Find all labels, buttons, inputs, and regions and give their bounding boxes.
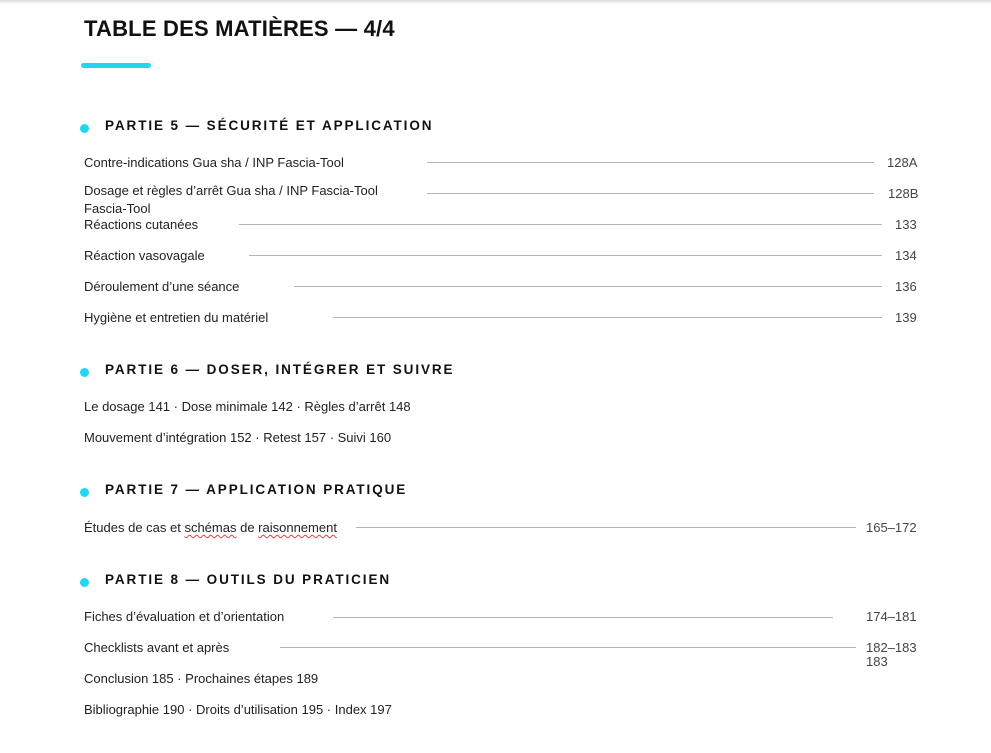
toc-entry-label: Dosage et règles d’arrêt Gua sha / INP Fascia-Tool — [84, 183, 378, 198]
toc-entry-label-part: Études de cas et — [84, 520, 185, 535]
bullet-dot-icon — [80, 488, 89, 497]
toc-inline-line: Le dosage 141 · Dose minimale 142 · Règles d’arrêt 148 — [84, 399, 411, 414]
toc-page-number: 136 — [895, 279, 917, 294]
toc-entry — [84, 609, 284, 627]
toc-entry-label-part: de — [236, 520, 259, 535]
page-title: TABLE DES MATIÈRES — 4/4 — [84, 16, 395, 41]
dot-leader — [333, 317, 882, 318]
dot-leader — [249, 255, 882, 256]
toc-entry-wrapped-text: Fascia-Tool — [84, 201, 151, 216]
bullet-dot-icon — [80, 368, 89, 377]
toc-entry — [84, 248, 205, 266]
dot-leader — [333, 617, 833, 618]
bullet-dot-icon — [80, 578, 89, 587]
toc-page-number-overflow: 183 — [866, 654, 888, 669]
toc-entry-label: Fiches d’évaluation et d’orientation — [84, 609, 285, 624]
toc-inline-line: Bibliographie 190 · Droits d’utilisation 195 · Index 197 — [84, 702, 392, 717]
toc-page-number: 182–183 — [866, 640, 917, 655]
top-shadow — [0, 0, 991, 4]
toc-entry-label: Contre-indications Gua sha / INP Fascia-Tool — [84, 155, 344, 170]
toc-page-number: 128A — [887, 155, 918, 170]
toc-inline-line: Mouvement d’intégration 152 · Retest 157 · Suivi 160 — [84, 430, 392, 445]
toc-entry-label: Déroulement d’une séance — [84, 279, 240, 294]
toc-entry-label: Réaction vasovagale — [84, 248, 205, 263]
title-accent-bar — [81, 63, 151, 68]
toc-page-number: 139 — [895, 310, 917, 325]
section-title: PARTIE 8 — OUTILS DU PRATICIEN — [105, 572, 392, 587]
toc-entry — [84, 520, 337, 538]
toc-page-number: 134 — [895, 248, 917, 263]
toc-entry — [84, 217, 198, 235]
section-title: PARTIE 7 — APPLICATION PRATIQUE — [105, 482, 408, 497]
dot-leader — [427, 162, 874, 163]
toc-page-number: 128B — [888, 186, 919, 201]
toc-entry — [84, 279, 239, 297]
toc-entry-label: Hygiène et entretien du matériel — [84, 310, 269, 325]
dot-leader — [356, 527, 856, 528]
spellcheck-underlined-word[interactable]: raisonnement — [258, 520, 337, 535]
dot-leader — [239, 224, 882, 225]
toc-entry-label: Réactions cutanées — [84, 217, 199, 232]
section-title: PARTIE 5 — SÉCURITÉ ET APPLICATION — [105, 118, 434, 133]
spellcheck-underlined-word[interactable]: schémas — [184, 520, 237, 535]
toc-inline-line: Conclusion 185 · Prochaines étapes 189 — [84, 671, 319, 686]
dot-leader — [280, 647, 856, 648]
toc-entry — [84, 310, 268, 328]
toc-entry — [84, 183, 378, 201]
toc-page-number: 165–172 — [866, 520, 917, 535]
toc-entry — [84, 155, 344, 173]
bullet-dot-icon — [80, 124, 89, 133]
toc-page-number: 133 — [895, 217, 917, 232]
dot-leader — [294, 286, 882, 287]
dot-leader — [427, 193, 874, 194]
section-title: PARTIE 6 — DOSER, INTÉGRER ET SUIVRE — [105, 362, 455, 377]
toc-entry-label: Checklists avant et après — [84, 640, 230, 655]
toc-page-number: 174–181 — [866, 609, 917, 624]
toc-entry — [84, 640, 229, 658]
